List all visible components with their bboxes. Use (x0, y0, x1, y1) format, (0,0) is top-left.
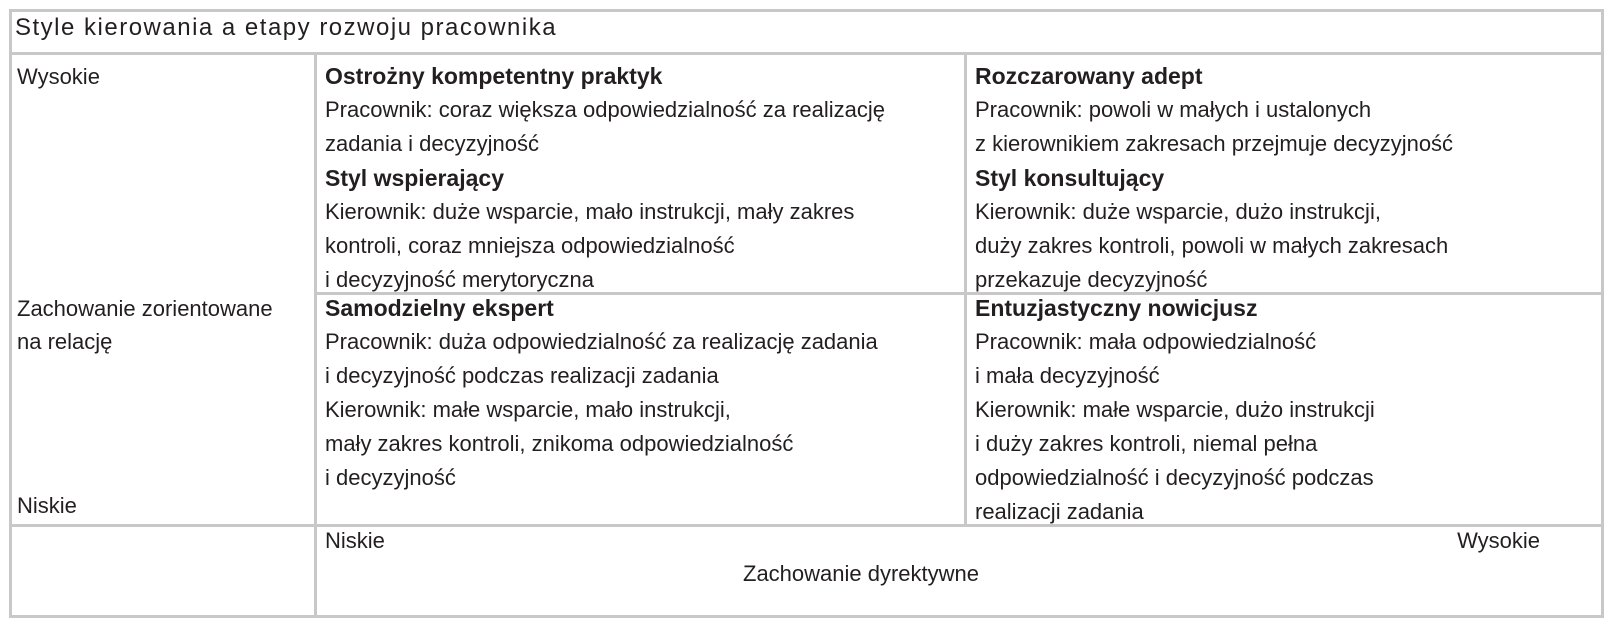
y-axis-low-label: Niskie (17, 493, 77, 518)
cell-heading: Rozczarowany adept (975, 63, 1203, 89)
divider-title (9, 52, 1604, 55)
y-axis-title-line1: Zachowanie zorientowane (17, 296, 273, 321)
table-title: Style kierowania a etapy rozwoju pracownika (15, 14, 558, 41)
cell-line: i decyzyjność (325, 465, 456, 490)
divider-left-column (314, 52, 317, 618)
cell-line: Kierownik: duże wsparcie, mało instrukcji, mały zakres (325, 199, 855, 224)
cell-style-heading: Styl konsultujący (975, 165, 1165, 191)
y-axis-high-label: Wysokie (17, 64, 100, 89)
y-axis-title-line2: na relację (17, 329, 113, 354)
cell-line: zadania i decyzyjność (325, 131, 540, 156)
cell-line: Kierownik: duże wsparcie, dużo instrukcji, (975, 199, 1381, 224)
cell-bottom-right (975, 291, 1375, 529)
x-axis-low-label: Niskie (325, 528, 385, 553)
cell-line: Kierownik: małe wsparcie, mało instrukcji, (325, 397, 731, 422)
x-axis-title: Zachowanie dyrektywne (743, 561, 980, 586)
x-axis-high-label: Wysokie (1457, 528, 1540, 553)
cell-line: duży zakres kontroli, powoli w małych zakresach (975, 233, 1449, 258)
cell-line: i decyzyjność podczas realizacji zadania (325, 363, 719, 388)
cell-line: mały zakres kontroli, znikoma odpowiedzialność (325, 431, 794, 456)
cell-line: Pracownik: powoli w małych i ustalonych (975, 97, 1372, 122)
divider-center-column (964, 52, 967, 527)
cell-line: z kierownikiem zakresach przejmuje decyzyjność (975, 131, 1454, 156)
cell-line: i mała decyzyjność (975, 363, 1160, 388)
cell-line: Kierownik: małe wsparcie, dużo instrukcji (975, 397, 1375, 422)
cell-line: realizacji zadania (975, 499, 1144, 524)
cell-line: Pracownik: mała odpowiedzialność (975, 329, 1317, 354)
cell-heading: Samodzielny ekspert (325, 295, 554, 321)
cell-line: odpowiedzialność i decyzyjność podczas (975, 465, 1374, 490)
cell-line: kontroli, coraz mniejsza odpowiedzialność (325, 233, 735, 258)
cell-line: przekazuje decyzyjność (975, 267, 1208, 292)
cell-line: Pracownik: coraz większa odpowiedzialność za realizację (325, 97, 886, 122)
cell-style-heading: Styl wspierający (325, 165, 504, 191)
cell-top-left (325, 59, 885, 297)
cell-bottom-left (325, 291, 878, 495)
cell-line: i duży zakres kontroli, niemal pełna (975, 431, 1318, 456)
cell-line: i decyzyjność merytoryczna (325, 267, 594, 292)
cell-top-right (975, 59, 1453, 297)
cell-line: Pracownik: duża odpowiedzialność za realizację zadania (325, 329, 878, 354)
cell-heading: Ostrożny kompetentny praktyk (325, 63, 663, 89)
cell-heading: Entuzjastyczny nowicjusz (975, 295, 1258, 321)
